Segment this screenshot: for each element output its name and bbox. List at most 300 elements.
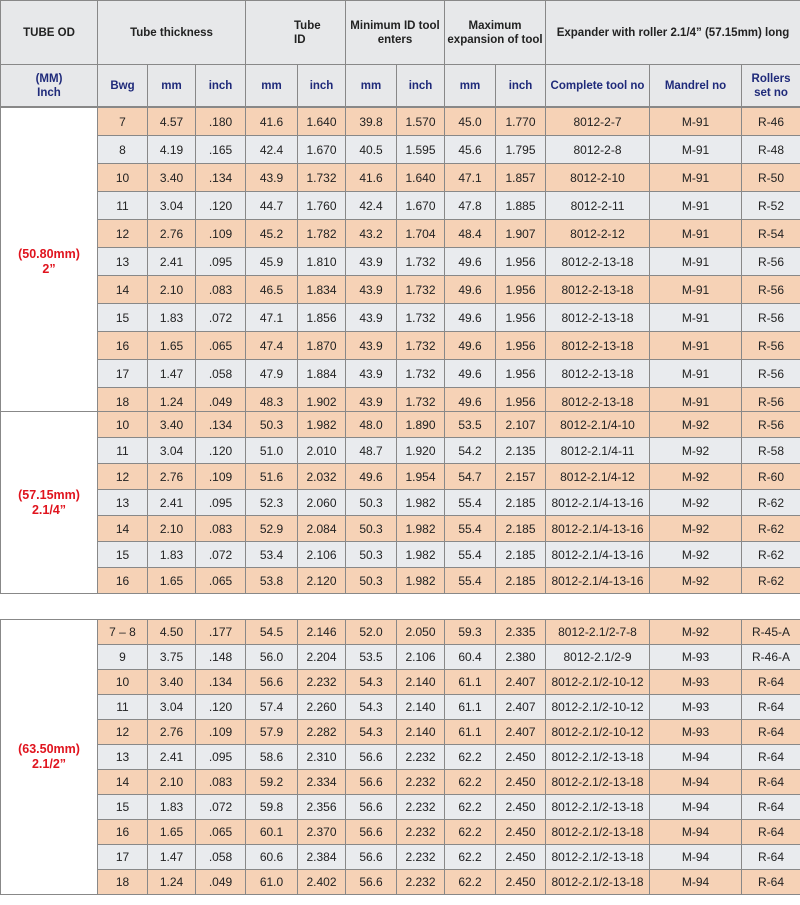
bwg-cell: 16 — [98, 820, 148, 845]
table-row — [1, 332, 800, 360]
min-id-mm-cell: 54.3 — [346, 670, 397, 695]
thickness-mm-cell: 3.04 — [148, 438, 196, 464]
bwg-cell: 7 — [98, 108, 148, 136]
min-id-inch-cell: 2.232 — [397, 820, 445, 845]
tube-od-cell — [1, 620, 98, 895]
id-mm-cell: 60.6 — [246, 845, 298, 870]
id-inch-cell: 2.282 — [298, 720, 346, 745]
id-inch-cell: 1.834 — [298, 276, 346, 304]
max-exp-mm-cell: 62.2 — [445, 795, 496, 820]
thickness-mm-cell: 3.40 — [148, 670, 196, 695]
thickness-inch-cell: .072 — [196, 542, 246, 568]
max-exp-mm-header: mm — [445, 65, 496, 107]
header-table — [0, 0, 800, 107]
min-id-mm-header: mm — [346, 65, 397, 107]
id-inch-cell: 2.084 — [298, 516, 346, 542]
max-exp-inch-cell: 2.135 — [496, 438, 546, 464]
min-id-inch-cell: 1.570 — [397, 108, 445, 136]
od-mm-label: (50.80mm) — [18, 246, 80, 261]
thickness-mm-cell: 2.76 — [148, 220, 196, 248]
complete-tool-cell: 8012-2.1/4-13-16 — [546, 542, 650, 568]
min-id-mm-cell: 50.3 — [346, 568, 397, 594]
min-id-inch-cell: 1.982 — [397, 568, 445, 594]
min-id-inch-cell: 1.595 — [397, 136, 445, 164]
mandrel-cell: M-94 — [650, 770, 742, 795]
max-exp-inch-cell: 2.185 — [496, 568, 546, 594]
id-mm-cell: 47.1 — [246, 304, 298, 332]
id-inch-cell: 1.732 — [298, 164, 346, 192]
max-exp-mm-cell: 45.6 — [445, 136, 496, 164]
complete-tool-cell: 8012-2-13-18 — [546, 304, 650, 332]
id-mm-cell: 59.8 — [246, 795, 298, 820]
min-id-inch-cell: 2.232 — [397, 745, 445, 770]
max-exp-inch-cell: 2.450 — [496, 820, 546, 845]
od-mm-label: (63.50mm) — [18, 742, 80, 756]
complete-tool-cell: 8012-2-10 — [546, 164, 650, 192]
id-mm-cell: 45.2 — [246, 220, 298, 248]
bwg-cell: 8 — [98, 136, 148, 164]
thickness-inch-cell: .083 — [196, 770, 246, 795]
thickness-inch-cell: .134 — [196, 412, 246, 438]
min-id-mm-cell: 43.9 — [346, 332, 397, 360]
thickness-inch-cell: .072 — [196, 304, 246, 332]
bwg-cell: 13 — [98, 745, 148, 770]
table-row — [1, 845, 800, 870]
id-mm-cell: 47.4 — [246, 332, 298, 360]
rollers-cell: R-56 — [742, 304, 800, 332]
section-table — [0, 107, 800, 416]
rollers-cell: R-64 — [742, 795, 800, 820]
mandrel-cell: M-92 — [650, 568, 742, 594]
rollers-cell: R-64 — [742, 845, 800, 870]
thickness-mm-cell: 1.65 — [148, 820, 196, 845]
complete-tool-cell: 8012-2-13-18 — [546, 388, 650, 416]
min-id-mm-cell: 48.7 — [346, 438, 397, 464]
thickness-inch-cell: .072 — [196, 795, 246, 820]
thickness-mm-cell: 1.83 — [148, 795, 196, 820]
thickness-mm-cell: 1.24 — [148, 870, 196, 895]
max-exp-mm-cell: 61.1 — [445, 670, 496, 695]
max-exp-mm-cell: 53.5 — [445, 412, 496, 438]
min-id-inch-cell: 2.232 — [397, 795, 445, 820]
min-id-inch-cell: 1.982 — [397, 490, 445, 516]
min-id-inch-cell: 1.890 — [397, 412, 445, 438]
max-exp-inch-cell: 2.450 — [496, 745, 546, 770]
mandrel-cell: M-92 — [650, 516, 742, 542]
id-inch-cell: 2.310 — [298, 745, 346, 770]
bwg-cell: 11 — [98, 438, 148, 464]
thickness-mm-cell: 1.83 — [148, 542, 196, 568]
min-id-mm-cell: 50.3 — [346, 542, 397, 568]
id-mm-cell: 58.6 — [246, 745, 298, 770]
max-exp-inch-cell: 1.956 — [496, 276, 546, 304]
min-id-mm-cell: 49.6 — [346, 464, 397, 490]
max-exp-mm-cell: 55.4 — [445, 568, 496, 594]
min-id-mm-cell: 54.3 — [346, 720, 397, 745]
thickness-mm-cell: 3.04 — [148, 192, 196, 220]
rollers-cell: R-64 — [742, 720, 800, 745]
min-id-mm-cell: 50.3 — [346, 490, 397, 516]
table-row — [1, 870, 800, 895]
min-id-mm-cell: 39.8 — [346, 108, 397, 136]
thickness-inch-cell: .120 — [196, 695, 246, 720]
min-id-inch-cell: 1.732 — [397, 388, 445, 416]
table-row — [1, 620, 800, 645]
bwg-cell: 10 — [98, 670, 148, 695]
bwg-cell: 10 — [98, 412, 148, 438]
min-id-inch-cell: 1.704 — [397, 220, 445, 248]
mandrel-cell: M-92 — [650, 438, 742, 464]
thickness-inch-cell: .065 — [196, 820, 246, 845]
mandrel-cell: M-94 — [650, 745, 742, 770]
id-inch-cell: 2.402 — [298, 870, 346, 895]
min-id-inch-cell: 2.140 — [397, 695, 445, 720]
table-row — [1, 220, 800, 248]
thickness-mm-cell: 2.76 — [148, 464, 196, 490]
mandrel-cell: M-91 — [650, 388, 742, 416]
thickness-inch-cell: .109 — [196, 720, 246, 745]
max-exp-inch-header: inch — [496, 65, 546, 107]
rollers-cell: R-52 — [742, 192, 800, 220]
id-mm-cell: 42.4 — [246, 136, 298, 164]
thickness-inch-cell: .109 — [196, 220, 246, 248]
id-inch-cell: 2.120 — [298, 568, 346, 594]
rollers-cell: R-64 — [742, 670, 800, 695]
thickness-inch-header: inch — [196, 65, 246, 107]
max-exp-mm-cell: 49.6 — [445, 388, 496, 416]
id-inch-cell: 1.640 — [298, 108, 346, 136]
rollers-cell: R-56 — [742, 332, 800, 360]
table-row — [1, 670, 800, 695]
thickness-mm-cell: 2.10 — [148, 770, 196, 795]
max-exp-inch-cell: 2.107 — [496, 412, 546, 438]
rollers-cell: R-64 — [742, 695, 800, 720]
tube-thickness-header: Tube thickness — [98, 1, 246, 65]
id-mm-cell: 48.3 — [246, 388, 298, 416]
rollers-cell: R-46 — [742, 108, 800, 136]
mandrel-cell: M-92 — [650, 490, 742, 516]
complete-tool-cell: 8012-2.1/2-10-12 — [546, 720, 650, 745]
rollers-cell: R-56 — [742, 360, 800, 388]
table-row — [1, 192, 800, 220]
min-id-inch-header: inch — [397, 65, 445, 107]
thickness-mm-cell: 2.41 — [148, 745, 196, 770]
complete-tool-cell: 8012-2.1/4-13-16 — [546, 490, 650, 516]
thickness-inch-cell: .065 — [196, 568, 246, 594]
table-row — [1, 276, 800, 304]
id-inch-cell: 2.356 — [298, 795, 346, 820]
table-row — [1, 438, 800, 464]
max-exp-mm-cell: 47.1 — [445, 164, 496, 192]
thickness-mm-cell: 1.24 — [148, 388, 196, 416]
od-inch-label: 2” — [42, 261, 56, 276]
table-row — [1, 542, 800, 568]
id-inch-cell: 1.782 — [298, 220, 346, 248]
thickness-mm-header: mm — [148, 65, 196, 107]
complete-tool-cell: 8012-2-7 — [546, 108, 650, 136]
mandrel-cell: M-94 — [650, 820, 742, 845]
bwg-cell: 11 — [98, 695, 148, 720]
rollers-cell: R-64 — [742, 820, 800, 845]
min-id-mm-cell: 50.3 — [346, 516, 397, 542]
bwg-header: Bwg — [98, 65, 148, 107]
table-row — [1, 360, 800, 388]
max-exp-mm-cell: 49.6 — [445, 248, 496, 276]
max-exp-inch-cell: 2.185 — [496, 516, 546, 542]
max-exp-inch-cell: 1.907 — [496, 220, 546, 248]
rollers-cell: R-54 — [742, 220, 800, 248]
bwg-cell: 17 — [98, 845, 148, 870]
rollers-cell: R-56 — [742, 388, 800, 416]
rollers-cell: R-62 — [742, 516, 800, 542]
thickness-inch-cell: .120 — [196, 438, 246, 464]
thickness-inch-cell: .134 — [196, 164, 246, 192]
complete-tool-cell: 8012-2-13-18 — [546, 332, 650, 360]
complete-tool-cell: 8012-2.1/4-11 — [546, 438, 650, 464]
thickness-mm-cell: 3.04 — [148, 695, 196, 720]
thickness-mm-cell: 3.75 — [148, 645, 196, 670]
table-row — [1, 164, 800, 192]
min-id-mm-cell: 43.9 — [346, 248, 397, 276]
min-id-inch-cell: 2.106 — [397, 645, 445, 670]
id-inch-cell: 2.232 — [298, 670, 346, 695]
min-id-inch-cell: 1.732 — [397, 360, 445, 388]
max-exp-inch-cell: 2.407 — [496, 670, 546, 695]
thickness-mm-cell: 1.65 — [148, 568, 196, 594]
id-mm-cell: 56.6 — [246, 670, 298, 695]
max-exp-inch-cell: 1.770 — [496, 108, 546, 136]
rollers-cell: R-58 — [742, 438, 800, 464]
table-row — [1, 464, 800, 490]
thickness-mm-cell: 4.19 — [148, 136, 196, 164]
max-exp-mm-cell: 62.2 — [445, 845, 496, 870]
min-id-mm-cell: 52.0 — [346, 620, 397, 645]
max-exp-inch-cell: 2.185 — [496, 542, 546, 568]
min-id-inch-cell: 1.670 — [397, 192, 445, 220]
mandrel-cell: M-91 — [650, 192, 742, 220]
bwg-cell: 12 — [98, 720, 148, 745]
min-id-header: Minimum ID tool enters — [346, 1, 445, 65]
id-mm-cell: 52.3 — [246, 490, 298, 516]
thickness-inch-cell: .095 — [196, 745, 246, 770]
id-inch-cell: 2.384 — [298, 845, 346, 870]
table-row — [1, 645, 800, 670]
table-row — [1, 516, 800, 542]
id-inch-cell: 2.032 — [298, 464, 346, 490]
id-inch-cell: 2.106 — [298, 542, 346, 568]
rollers-cell: R-64 — [742, 870, 800, 895]
min-id-mm-cell: 42.4 — [346, 192, 397, 220]
id-inch-header: inch — [298, 65, 346, 107]
thickness-inch-cell: .049 — [196, 870, 246, 895]
id-inch-cell: 1.856 — [298, 304, 346, 332]
complete-tool-cell: 8012-2.1/2-9 — [546, 645, 650, 670]
id-inch-cell: 2.370 — [298, 820, 346, 845]
min-id-mm-cell: 41.6 — [346, 164, 397, 192]
bwg-cell: 14 — [98, 276, 148, 304]
mandrel-cell: M-91 — [650, 304, 742, 332]
bwg-cell: 12 — [98, 464, 148, 490]
od-inch-label: 2.1/2” — [31, 757, 67, 771]
bwg-cell: 15 — [98, 795, 148, 820]
rollers-cell: R-56 — [742, 276, 800, 304]
complete-tool-cell: 8012-2-13-18 — [546, 360, 650, 388]
id-mm-cell: 50.3 — [246, 412, 298, 438]
max-exp-inch-cell: 1.956 — [496, 332, 546, 360]
thickness-mm-cell: 3.40 — [148, 412, 196, 438]
mandrel-cell: M-94 — [650, 795, 742, 820]
od-units-header: (MM) Inch — [1, 65, 98, 107]
bwg-cell: 18 — [98, 388, 148, 416]
thickness-inch-cell: .065 — [196, 332, 246, 360]
id-inch-cell: 1.670 — [298, 136, 346, 164]
id-mm-cell: 45.9 — [246, 248, 298, 276]
thickness-mm-cell: 2.41 — [148, 490, 196, 516]
id-mm-cell: 61.0 — [246, 870, 298, 895]
id-inch-cell: 1.870 — [298, 332, 346, 360]
min-id-inch-cell: 1.640 — [397, 164, 445, 192]
min-id-mm-cell: 43.2 — [346, 220, 397, 248]
table-row — [1, 720, 800, 745]
complete-tool-header: Complete tool no — [546, 65, 650, 107]
thickness-inch-cell: .083 — [196, 516, 246, 542]
mandrel-cell: M-91 — [650, 360, 742, 388]
min-id-inch-cell: 1.920 — [397, 438, 445, 464]
id-mm-header: mm — [246, 65, 298, 107]
table-row — [1, 304, 800, 332]
max-exp-mm-cell: 55.4 — [445, 516, 496, 542]
id-mm-cell: 41.6 — [246, 108, 298, 136]
min-id-mm-cell: 43.9 — [346, 388, 397, 416]
mandrel-cell: M-93 — [650, 720, 742, 745]
max-exp-mm-cell: 62.2 — [445, 770, 496, 795]
complete-tool-cell: 8012-2-11 — [546, 192, 650, 220]
mandrel-cell: M-92 — [650, 412, 742, 438]
complete-tool-cell: 8012-2.1/4-10 — [546, 412, 650, 438]
rollers-cell: R-56 — [742, 248, 800, 276]
min-id-inch-cell: 2.140 — [397, 670, 445, 695]
bwg-cell: 18 — [98, 870, 148, 895]
id-mm-cell: 53.8 — [246, 568, 298, 594]
id-mm-cell: 60.1 — [246, 820, 298, 845]
thickness-inch-cell: .095 — [196, 248, 246, 276]
table-row — [1, 745, 800, 770]
max-exp-inch-cell: 2.335 — [496, 620, 546, 645]
complete-tool-cell: 8012-2.1/4-13-16 — [546, 568, 650, 594]
table-row — [1, 770, 800, 795]
id-inch-cell: 1.760 — [298, 192, 346, 220]
table-row — [1, 820, 800, 845]
id-mm-cell: 51.6 — [246, 464, 298, 490]
max-exp-inch-cell: 2.450 — [496, 795, 546, 820]
min-id-inch-cell: 2.232 — [397, 870, 445, 895]
max-exp-mm-cell: 49.6 — [445, 360, 496, 388]
min-id-inch-cell: 2.232 — [397, 845, 445, 870]
rollers-cell: R-50 — [742, 164, 800, 192]
tube-id-header: Tube ID — [246, 1, 346, 65]
id-inch-cell: 1.902 — [298, 388, 346, 416]
mandrel-cell: M-94 — [650, 870, 742, 895]
complete-tool-cell: 8012-2.1/2-13-18 — [546, 820, 650, 845]
max-exp-inch-cell: 1.885 — [496, 192, 546, 220]
min-id-mm-cell: 54.3 — [346, 695, 397, 720]
id-inch-cell: 1.884 — [298, 360, 346, 388]
min-id-mm-cell: 56.6 — [346, 845, 397, 870]
table-row — [1, 490, 800, 516]
max-exp-inch-cell: 1.956 — [496, 388, 546, 416]
thickness-mm-cell: 4.50 — [148, 620, 196, 645]
tube-od-header: TUBE OD — [1, 1, 98, 65]
table-row — [1, 795, 800, 820]
complete-tool-cell: 8012-2.1/2-13-18 — [546, 870, 650, 895]
rollers-cell: R-48 — [742, 136, 800, 164]
min-id-mm-cell: 43.9 — [346, 276, 397, 304]
thickness-mm-cell: 3.40 — [148, 164, 196, 192]
thickness-inch-cell: .109 — [196, 464, 246, 490]
id-inch-cell: 1.982 — [298, 412, 346, 438]
od-mm-label: (57.15mm) — [18, 487, 80, 502]
mandrel-cell: M-93 — [650, 670, 742, 695]
min-id-mm-cell: 56.6 — [346, 795, 397, 820]
bwg-cell: 11 — [98, 192, 148, 220]
thickness-mm-cell: 2.10 — [148, 276, 196, 304]
id-inch-cell: 2.260 — [298, 695, 346, 720]
rollers-cell: R-62 — [742, 568, 800, 594]
complete-tool-cell: 8012-2.1/4-12 — [546, 464, 650, 490]
thickness-mm-cell: 1.83 — [148, 304, 196, 332]
min-id-inch-cell: 1.732 — [397, 276, 445, 304]
max-exp-mm-cell: 49.6 — [445, 304, 496, 332]
max-exp-inch-cell: 2.407 — [496, 720, 546, 745]
id-inch-cell: 1.810 — [298, 248, 346, 276]
bwg-cell: 14 — [98, 770, 148, 795]
tube-od-cell — [1, 412, 98, 594]
max-exp-mm-cell: 61.1 — [445, 720, 496, 745]
thickness-inch-cell: .058 — [196, 360, 246, 388]
table-row — [1, 108, 800, 136]
complete-tool-cell: 8012-2-13-18 — [546, 276, 650, 304]
thickness-inch-cell: .095 — [196, 490, 246, 516]
id-mm-cell: 54.5 — [246, 620, 298, 645]
complete-tool-cell: 8012-2.1/4-13-16 — [546, 516, 650, 542]
bwg-cell: 16 — [98, 568, 148, 594]
max-exp-mm-cell: 61.1 — [445, 695, 496, 720]
max-exp-inch-cell: 2.185 — [496, 490, 546, 516]
id-inch-cell: 2.146 — [298, 620, 346, 645]
max-exp-mm-cell: 60.4 — [445, 645, 496, 670]
max-exp-mm-cell: 45.0 — [445, 108, 496, 136]
id-mm-cell: 46.5 — [246, 276, 298, 304]
min-id-mm-cell: 56.6 — [346, 745, 397, 770]
max-exp-inch-cell: 2.450 — [496, 870, 546, 895]
complete-tool-cell: 8012-2-13-18 — [546, 248, 650, 276]
min-id-mm-cell: 56.6 — [346, 770, 397, 795]
min-id-inch-cell: 1.732 — [397, 304, 445, 332]
min-id-inch-cell: 2.140 — [397, 720, 445, 745]
mandrel-cell: M-91 — [650, 136, 742, 164]
mandrel-cell: M-93 — [650, 695, 742, 720]
min-id-mm-cell: 43.9 — [346, 304, 397, 332]
complete-tool-cell: 8012-2.1/2-13-18 — [546, 745, 650, 770]
thickness-mm-cell: 2.41 — [148, 248, 196, 276]
thickness-inch-cell: .120 — [196, 192, 246, 220]
tube-od-cell — [1, 108, 98, 416]
thickness-inch-cell: .134 — [196, 670, 246, 695]
max-exp-inch-cell: 2.450 — [496, 845, 546, 870]
complete-tool-cell: 8012-2.1/2-13-18 — [546, 795, 650, 820]
min-id-mm-cell: 56.6 — [346, 870, 397, 895]
id-mm-cell: 57.9 — [246, 720, 298, 745]
